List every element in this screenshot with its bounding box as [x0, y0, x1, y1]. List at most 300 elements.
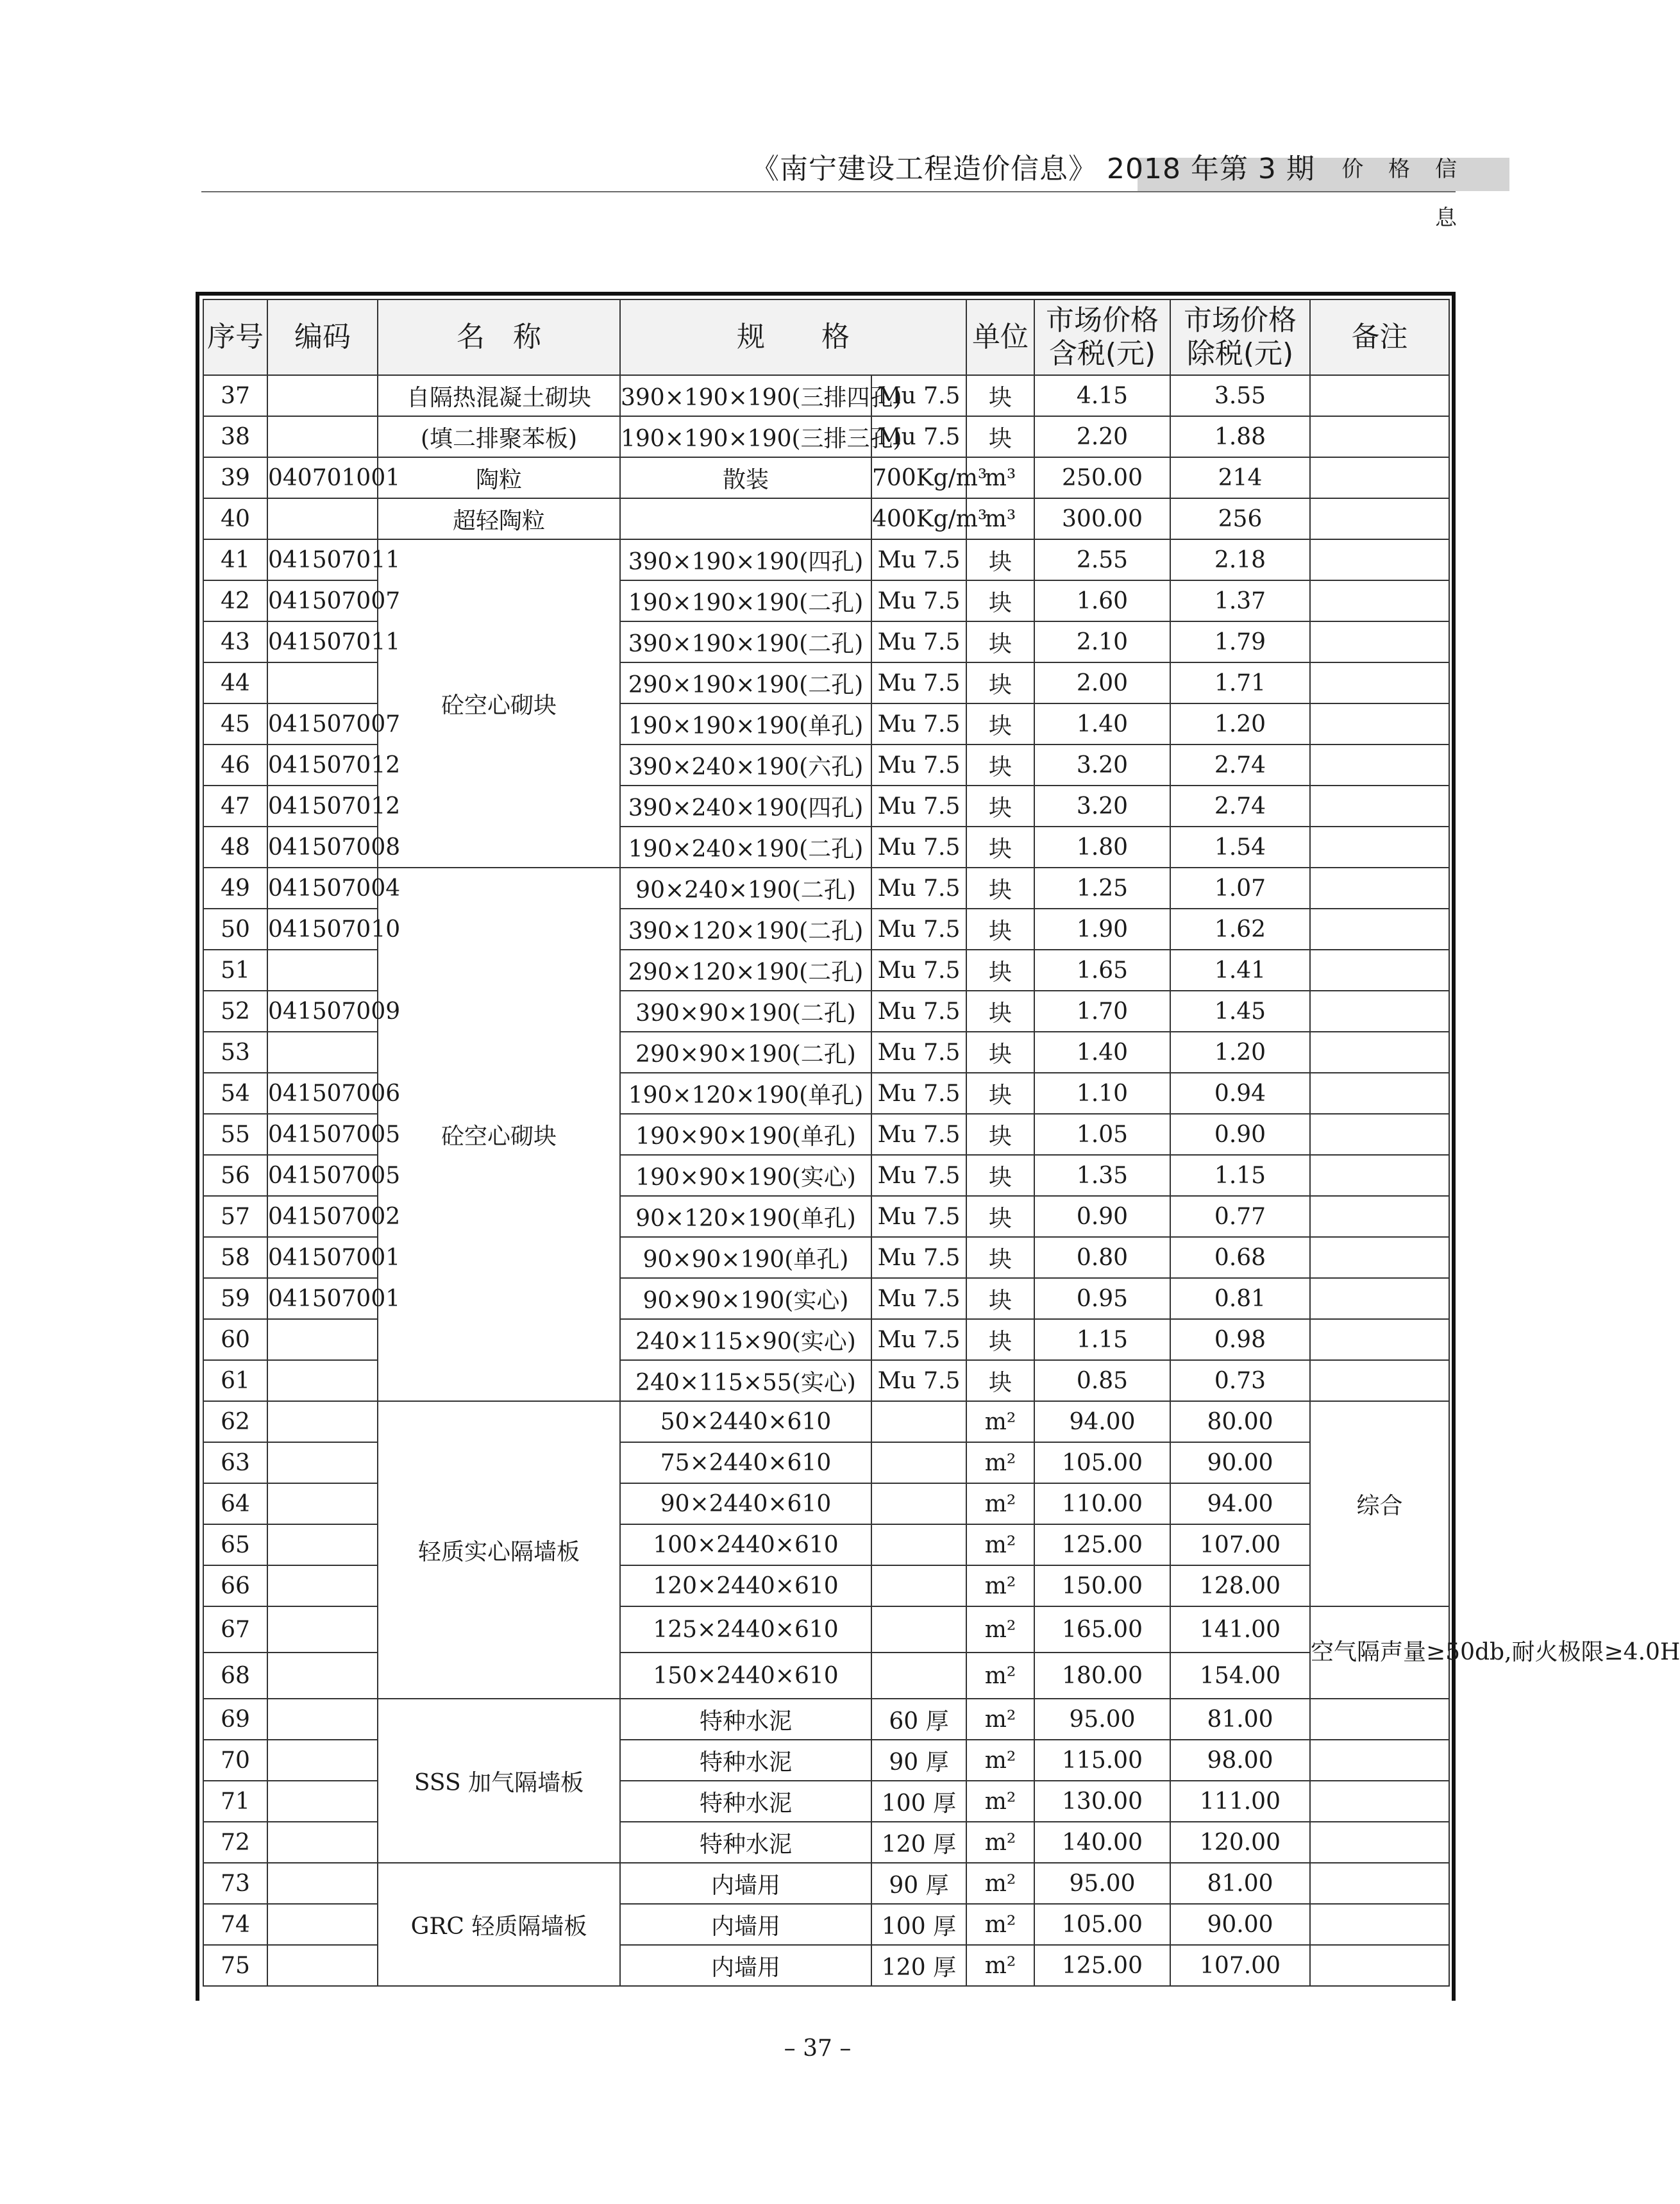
row-unit: 块 — [966, 744, 1034, 786]
row-price-notax: 120.00 — [1170, 1822, 1310, 1863]
row-grade: Mu 7.5 — [871, 909, 966, 950]
row-grade: Mu 7.5 — [871, 621, 966, 662]
row-spec: 190×190×190(三排三孔) — [620, 416, 871, 457]
col-price-notax: 市场价格除税(元) — [1170, 299, 1310, 375]
row-seq: 38 — [203, 416, 267, 457]
col-seq: 序号 — [203, 299, 267, 375]
row-price-notax: 107.00 — [1170, 1524, 1310, 1565]
row-spec: 290×90×190(二孔) — [620, 1032, 871, 1073]
row-price-notax: 1.54 — [1170, 827, 1310, 868]
row-price-notax: 1.45 — [1170, 991, 1310, 1032]
row-unit: 块 — [966, 950, 1034, 991]
row-price-notax: 1.41 — [1170, 950, 1310, 991]
table-row — [203, 1699, 1449, 1740]
row-spec: 125×2440×610 — [620, 1606, 871, 1653]
row-price-notax: 0.94 — [1170, 1073, 1310, 1114]
row-price-notax: 0.73 — [1170, 1360, 1310, 1401]
row-grade: Mu 7.5 — [871, 1196, 966, 1237]
row-unit: 块 — [966, 1360, 1034, 1401]
row-grade: Mu 7.5 — [871, 1319, 966, 1360]
col-code: 编码 — [267, 299, 378, 375]
row-code — [267, 416, 378, 457]
row-note — [1310, 1237, 1449, 1278]
row-code — [267, 1565, 378, 1606]
row-code — [267, 1483, 378, 1524]
row-spec: 290×120×190(二孔) — [620, 950, 871, 991]
row-note — [1310, 1155, 1449, 1196]
row-seq: 69 — [203, 1699, 267, 1740]
row-price-tax: 250.00 — [1034, 457, 1170, 498]
row-price-notax: 81.00 — [1170, 1863, 1310, 1904]
row-price-notax: 2.74 — [1170, 744, 1310, 786]
row-grade: Mu 7.5 — [871, 950, 966, 991]
row-note — [1310, 662, 1449, 703]
row-spec: 390×240×190(六孔) — [620, 744, 871, 786]
row-price-tax: 1.90 — [1034, 909, 1170, 950]
row-price-tax: 1.25 — [1034, 868, 1170, 909]
row-note — [1310, 868, 1449, 909]
row-note — [1310, 1740, 1449, 1781]
row-spec: 90×2440×610 — [620, 1483, 871, 1524]
table-row — [203, 539, 1449, 580]
table-row — [203, 375, 1449, 416]
row-grade: Mu 7.5 — [871, 1278, 966, 1319]
row-unit: 块 — [966, 868, 1034, 909]
row-note — [1310, 1945, 1449, 1986]
row-price-tax: 2.10 — [1034, 621, 1170, 662]
row-unit: 块 — [966, 1319, 1034, 1360]
row-code — [267, 662, 378, 703]
row-seq: 50 — [203, 909, 267, 950]
row-unit: m² — [966, 1606, 1034, 1653]
row-note: 综合 — [1310, 1401, 1449, 1606]
row-price-notax: 2.74 — [1170, 786, 1310, 827]
row-price-tax: 1.40 — [1034, 1032, 1170, 1073]
row-note — [1310, 621, 1449, 662]
row-price-notax: 111.00 — [1170, 1781, 1310, 1822]
row-grade: Mu 7.5 — [871, 1360, 966, 1401]
row-seq: 40 — [203, 498, 267, 539]
row-code — [267, 1822, 378, 1863]
row-price-tax: 3.20 — [1034, 744, 1170, 786]
row-seq: 37 — [203, 375, 267, 416]
row-note — [1310, 539, 1449, 580]
row-spec: 90×90×190(实心) — [620, 1278, 871, 1319]
row-note — [1310, 1781, 1449, 1822]
row-price-notax: 3.55 — [1170, 375, 1310, 416]
row-name: 砼空心砌块 — [378, 539, 620, 868]
row-spec: 240×115×55(实心) — [620, 1360, 871, 1401]
row-seq: 51 — [203, 950, 267, 991]
row-code — [267, 1904, 378, 1945]
row-grade: Mu 7.5 — [871, 868, 966, 909]
row-spec: 150×2440×610 — [620, 1653, 871, 1699]
row-grade: Mu 7.5 — [871, 827, 966, 868]
row-seq: 74 — [203, 1904, 267, 1945]
row-spec: 特种水泥 — [620, 1699, 871, 1740]
row-price-notax: 80.00 — [1170, 1401, 1310, 1442]
row-unit: m³ — [966, 498, 1034, 539]
row-code — [267, 1740, 378, 1781]
row-grade: 700Kg/m³ — [871, 457, 966, 498]
row-unit: 块 — [966, 1073, 1034, 1114]
row-price-notax: 154.00 — [1170, 1653, 1310, 1699]
row-name: 自隔热混凝土砌块 — [378, 375, 620, 416]
row-note — [1310, 416, 1449, 457]
row-grade: Mu 7.5 — [871, 539, 966, 580]
row-note: 空气隔声量≥50db,耐火极限≥4.0H — [1310, 1606, 1449, 1699]
row-code: 041507010 — [267, 909, 378, 950]
row-seq: 73 — [203, 1863, 267, 1904]
row-price-notax: 0.98 — [1170, 1319, 1310, 1360]
row-grade: Mu 7.5 — [871, 991, 966, 1032]
row-note — [1310, 1904, 1449, 1945]
row-grade — [871, 1401, 966, 1442]
row-unit: m² — [966, 1781, 1034, 1822]
row-spec — [620, 498, 871, 539]
row-spec: 190×190×190(二孔) — [620, 580, 871, 621]
row-grade: Mu 7.5 — [871, 744, 966, 786]
row-seq: 58 — [203, 1237, 267, 1278]
row-grade: Mu 7.5 — [871, 703, 966, 744]
row-price-tax: 1.35 — [1034, 1155, 1170, 1196]
row-seq: 47 — [203, 786, 267, 827]
row-code: 041507007 — [267, 580, 378, 621]
row-seq: 75 — [203, 1945, 267, 1986]
row-price-tax: 105.00 — [1034, 1442, 1170, 1483]
row-grade: 90 厚 — [871, 1863, 966, 1904]
row-code — [267, 950, 378, 991]
row-code — [267, 1401, 378, 1442]
row-seq: 70 — [203, 1740, 267, 1781]
row-spec: 190×190×190(单孔) — [620, 703, 871, 744]
row-seq: 54 — [203, 1073, 267, 1114]
row-price-notax: 90.00 — [1170, 1442, 1310, 1483]
row-code: 041507004 — [267, 868, 378, 909]
row-note — [1310, 498, 1449, 539]
row-spec: 特种水泥 — [620, 1740, 871, 1781]
row-grade — [871, 1606, 966, 1653]
col-name: 名 称 — [378, 299, 620, 375]
row-unit: m² — [966, 1740, 1034, 1781]
col-spec: 规 格 — [620, 299, 966, 375]
row-price-tax: 2.20 — [1034, 416, 1170, 457]
row-code — [267, 1360, 378, 1401]
row-unit: 块 — [966, 662, 1034, 703]
row-price-tax: 105.00 — [1034, 1904, 1170, 1945]
row-code — [267, 1699, 378, 1740]
row-spec: 190×90×190(单孔) — [620, 1114, 871, 1155]
col-unit: 单位 — [966, 299, 1034, 375]
row-grade: 100 厚 — [871, 1781, 966, 1822]
row-code — [267, 1653, 378, 1699]
row-code: 041507006 — [267, 1073, 378, 1114]
row-spec: 390×90×190(二孔) — [620, 991, 871, 1032]
row-grade — [871, 1442, 966, 1483]
row-spec: 90×90×190(单孔) — [620, 1237, 871, 1278]
row-price-tax: 1.65 — [1034, 950, 1170, 991]
row-code — [267, 1442, 378, 1483]
row-code: 041507005 — [267, 1155, 378, 1196]
row-spec: 75×2440×610 — [620, 1442, 871, 1483]
row-grade: 60 厚 — [871, 1699, 966, 1740]
row-seq: 59 — [203, 1278, 267, 1319]
row-note — [1310, 1360, 1449, 1401]
row-seq: 72 — [203, 1822, 267, 1863]
row-price-notax: 1.62 — [1170, 909, 1310, 950]
row-code — [267, 1524, 378, 1565]
table-row — [203, 498, 1449, 539]
row-grade — [871, 1483, 966, 1524]
row-grade: 120 厚 — [871, 1945, 966, 1986]
row-unit: m² — [966, 1863, 1034, 1904]
row-seq: 62 — [203, 1401, 267, 1442]
row-name: 轻质实心隔墙板 — [378, 1401, 620, 1699]
row-note — [1310, 786, 1449, 827]
row-spec: 特种水泥 — [620, 1822, 871, 1863]
row-spec: 特种水泥 — [620, 1781, 871, 1822]
row-code: 041507012 — [267, 786, 378, 827]
row-price-notax: 1.07 — [1170, 868, 1310, 909]
row-seq: 60 — [203, 1319, 267, 1360]
row-grade: Mu 7.5 — [871, 416, 966, 457]
row-grade: Mu 7.5 — [871, 580, 966, 621]
row-note — [1310, 909, 1449, 950]
row-code — [267, 1945, 378, 1986]
row-price-notax: 1.20 — [1170, 703, 1310, 744]
row-price-notax: 128.00 — [1170, 1565, 1310, 1606]
row-price-tax: 95.00 — [1034, 1699, 1170, 1740]
row-name: (填二排聚苯板) — [378, 416, 620, 457]
row-note — [1310, 1196, 1449, 1237]
price-table — [203, 299, 1680, 1987]
row-spec: 散装 — [620, 457, 871, 498]
row-unit: m² — [966, 1524, 1034, 1565]
row-price-notax: 98.00 — [1170, 1740, 1310, 1781]
row-code: 041507011 — [267, 621, 378, 662]
row-price-tax: 0.95 — [1034, 1278, 1170, 1319]
row-price-tax: 0.80 — [1034, 1237, 1170, 1278]
row-grade — [871, 1524, 966, 1565]
row-seq: 49 — [203, 868, 267, 909]
row-price-notax: 214 — [1170, 457, 1310, 498]
row-price-notax: 256 — [1170, 498, 1310, 539]
row-code: 041507005 — [267, 1114, 378, 1155]
row-price-notax: 1.20 — [1170, 1032, 1310, 1073]
row-unit: m² — [966, 1483, 1034, 1524]
row-price-notax: 107.00 — [1170, 1945, 1310, 1986]
row-unit: 块 — [966, 1237, 1034, 1278]
row-note — [1310, 703, 1449, 744]
row-note — [1310, 1278, 1449, 1319]
row-grade — [871, 1565, 966, 1606]
row-code: 041507002 — [267, 1196, 378, 1237]
row-seq: 68 — [203, 1653, 267, 1699]
row-spec: 290×190×190(二孔) — [620, 662, 871, 703]
row-grade: 400Kg/m³ — [871, 498, 966, 539]
row-seq: 66 — [203, 1565, 267, 1606]
row-name: SSS 加气隔墙板 — [378, 1699, 620, 1863]
row-spec: 390×190×190(四孔) — [620, 539, 871, 580]
header-rule — [201, 191, 1456, 192]
page-number: – 37 – — [784, 2035, 852, 2062]
row-price-notax: 2.18 — [1170, 539, 1310, 580]
row-price-tax: 1.15 — [1034, 1319, 1170, 1360]
row-price-tax: 125.00 — [1034, 1945, 1170, 1986]
table-row — [203, 1401, 1449, 1442]
row-seq: 65 — [203, 1524, 267, 1565]
row-spec: 内墙用 — [620, 1904, 871, 1945]
row-seq: 48 — [203, 827, 267, 868]
row-price-notax: 90.00 — [1170, 1904, 1310, 1945]
row-seq: 43 — [203, 621, 267, 662]
row-code — [267, 375, 378, 416]
row-spec: 120×2440×610 — [620, 1565, 871, 1606]
row-seq: 52 — [203, 991, 267, 1032]
row-unit: m³ — [966, 457, 1034, 498]
table-header-row — [203, 299, 1449, 375]
row-price-tax: 165.00 — [1034, 1606, 1170, 1653]
row-grade: Mu 7.5 — [871, 1032, 966, 1073]
row-note — [1310, 375, 1449, 416]
row-note — [1310, 1032, 1449, 1073]
row-spec: 50×2440×610 — [620, 1401, 871, 1442]
row-note — [1310, 1114, 1449, 1155]
row-code — [267, 1319, 378, 1360]
row-code — [267, 1032, 378, 1073]
row-price-tax: 1.80 — [1034, 827, 1170, 868]
row-spec: 240×115×90(实心) — [620, 1319, 871, 1360]
row-price-tax: 140.00 — [1034, 1822, 1170, 1863]
row-unit: 块 — [966, 375, 1034, 416]
table-row — [203, 416, 1449, 457]
row-unit: m² — [966, 1822, 1034, 1863]
row-unit: m² — [966, 1442, 1034, 1483]
row-name: 砼空心砌块 — [378, 868, 620, 1401]
row-note — [1310, 744, 1449, 786]
row-spec: 90×120×190(单孔) — [620, 1196, 871, 1237]
row-price-notax: 1.15 — [1170, 1155, 1310, 1196]
row-code: 041507001 — [267, 1278, 378, 1319]
row-price-tax: 1.10 — [1034, 1073, 1170, 1114]
row-price-tax: 115.00 — [1034, 1740, 1170, 1781]
row-code — [267, 1781, 378, 1822]
row-unit: 块 — [966, 703, 1034, 744]
publication-title: 《南宁建设工程造价信息》 2018 年第 3 期 — [751, 153, 1315, 185]
row-grade: 100 厚 — [871, 1904, 966, 1945]
row-seq: 46 — [203, 744, 267, 786]
row-unit: 块 — [966, 416, 1034, 457]
row-spec: 190×120×190(单孔) — [620, 1073, 871, 1114]
row-seq: 45 — [203, 703, 267, 744]
row-price-tax: 125.00 — [1034, 1524, 1170, 1565]
row-spec: 内墙用 — [620, 1945, 871, 1986]
row-spec: 390×120×190(二孔) — [620, 909, 871, 950]
row-note — [1310, 991, 1449, 1032]
row-price-tax: 3.20 — [1034, 786, 1170, 827]
row-spec: 390×190×190(三排四孔) — [620, 375, 871, 416]
row-price-tax: 1.60 — [1034, 580, 1170, 621]
row-grade: Mu 7.5 — [871, 1155, 966, 1196]
row-spec: 390×190×190(二孔) — [620, 621, 871, 662]
row-price-notax: 1.88 — [1170, 416, 1310, 457]
row-name: 陶粒 — [378, 457, 620, 498]
row-unit: 块 — [966, 1032, 1034, 1073]
row-price-notax: 141.00 — [1170, 1606, 1310, 1653]
row-price-tax: 110.00 — [1034, 1483, 1170, 1524]
row-price-tax: 1.05 — [1034, 1114, 1170, 1155]
page-header — [201, 145, 1466, 231]
row-spec: 190×240×190(二孔) — [620, 827, 871, 868]
row-unit: m² — [966, 1699, 1034, 1740]
row-grade: 120 厚 — [871, 1822, 966, 1863]
row-price-tax: 0.90 — [1034, 1196, 1170, 1237]
section-title: 价 格 信 息 — [1341, 156, 1466, 231]
row-grade: 90 厚 — [871, 1740, 966, 1781]
row-seq: 42 — [203, 580, 267, 621]
row-code: 041507011 — [267, 539, 378, 580]
row-note — [1310, 1319, 1449, 1360]
row-price-tax: 4.15 — [1034, 375, 1170, 416]
row-code: 041507007 — [267, 703, 378, 744]
row-note — [1310, 827, 1449, 868]
row-seq: 71 — [203, 1781, 267, 1822]
row-seq: 67 — [203, 1606, 267, 1653]
row-note — [1310, 1863, 1449, 1904]
row-unit: 块 — [966, 1114, 1034, 1155]
row-price-notax: 81.00 — [1170, 1699, 1310, 1740]
row-spec: 390×240×190(四孔) — [620, 786, 871, 827]
row-note — [1310, 457, 1449, 498]
row-code — [267, 1606, 378, 1653]
row-unit: 块 — [966, 539, 1034, 580]
row-price-notax: 1.71 — [1170, 662, 1310, 703]
row-code: 041507012 — [267, 744, 378, 786]
row-code: 041507008 — [267, 827, 378, 868]
row-unit: 块 — [966, 1155, 1034, 1196]
row-seq: 44 — [203, 662, 267, 703]
row-spec: 内墙用 — [620, 1863, 871, 1904]
row-unit: 块 — [966, 909, 1034, 950]
row-seq: 63 — [203, 1442, 267, 1483]
row-price-notax: 0.81 — [1170, 1278, 1310, 1319]
row-seq: 53 — [203, 1032, 267, 1073]
row-grade: Mu 7.5 — [871, 375, 966, 416]
row-grade: Mu 7.5 — [871, 1114, 966, 1155]
row-note — [1310, 1699, 1449, 1740]
row-price-tax: 2.55 — [1034, 539, 1170, 580]
row-price-notax: 94.00 — [1170, 1483, 1310, 1524]
row-price-tax: 150.00 — [1034, 1565, 1170, 1606]
row-price-tax: 1.40 — [1034, 703, 1170, 744]
row-note — [1310, 950, 1449, 991]
row-price-notax: 0.68 — [1170, 1237, 1310, 1278]
row-price-tax: 0.85 — [1034, 1360, 1170, 1401]
table-row — [203, 457, 1449, 498]
row-seq: 61 — [203, 1360, 267, 1401]
row-code — [267, 498, 378, 539]
row-price-notax: 0.90 — [1170, 1114, 1310, 1155]
col-price-tax: 市场价格含税(元) — [1034, 299, 1170, 375]
row-note — [1310, 1073, 1449, 1114]
row-unit: m² — [966, 1401, 1034, 1442]
row-code: 040701001 — [267, 457, 378, 498]
row-spec: 190×90×190(实心) — [620, 1155, 871, 1196]
row-price-tax: 300.00 — [1034, 498, 1170, 539]
row-spec: 100×2440×610 — [620, 1524, 871, 1565]
table-row — [203, 868, 1449, 909]
row-price-tax: 2.00 — [1034, 662, 1170, 703]
